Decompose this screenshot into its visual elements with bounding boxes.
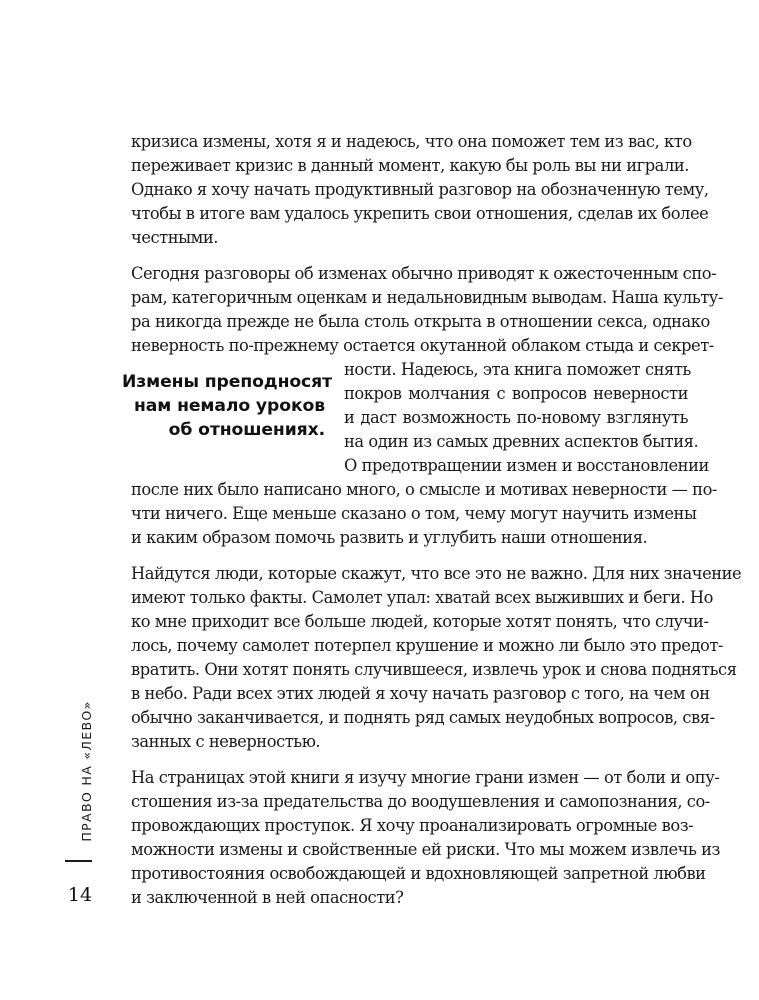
text-line: неверность по-прежнему остается окутанной облаком стыда и секрет- bbox=[131, 336, 714, 355]
text-line: чтобы в итоге вам удалось укрепить свои отношения, сделав их более bbox=[131, 204, 709, 223]
text-line: переживает кризис в данный момент, какую бы роль вы ни играли. bbox=[131, 156, 689, 175]
text-line: Найдутся люди, которые скажут, что все это не важно. Для них значение bbox=[131, 564, 742, 583]
text-line: покров молчания с вопросов неверности bbox=[344, 384, 688, 403]
text-line: и заключенной в ней опасности? bbox=[131, 888, 404, 907]
text-line: и каким образом помочь развить и углубить наши отношения. bbox=[131, 528, 648, 547]
text-line: противостояния освобождающей и вдохновляющей запретной любви bbox=[131, 864, 706, 883]
text-line: занных с неверностью. bbox=[131, 732, 321, 751]
text-line: рам, категоричным оценкам и недальновидным выводам. Наша культу- bbox=[131, 288, 723, 307]
text-line: честными. bbox=[131, 228, 218, 247]
text-line: в небо. Ради всех этих людей я хочу начать разговор с того, на чем он bbox=[131, 684, 710, 703]
text-line: имеют только факты. Самолет упал: хватай всех выживших и беги. Но bbox=[131, 588, 714, 607]
text-line: вратить. Они хотят понять случившееся, извлечь урок и снова подняться bbox=[131, 660, 737, 679]
text-line: провождающих проступок. Я хочу проанализировать огромные воз- bbox=[131, 816, 694, 835]
pull-quote bbox=[122, 370, 332, 442]
text-line: чти ничего. Еще меньше сказано о том, чему могут научить измены bbox=[131, 504, 697, 523]
text-line: О предотвращении измен и восстановлении bbox=[344, 456, 709, 475]
text-line: после них было написано много, о смысле и мотивах неверности — по- bbox=[131, 480, 717, 499]
text-line: Сегодня разговоры об изменах обычно приводят к ожесточенным спо- bbox=[131, 264, 717, 283]
pull-quote-line: нам немало уроков bbox=[133, 396, 325, 416]
text-line: можности измены и свойственные ей риски. Что мы можем извлечь из bbox=[131, 840, 720, 859]
text-line: На страницах этой книги я изучу многие грани измен — от боли и опу- bbox=[131, 768, 720, 787]
text-line: стошения из-за предательства до воодушевления и самопознания, со- bbox=[131, 792, 710, 811]
text-line: Однако я хочу начать продуктивный разговор на обозначенную тему, bbox=[131, 180, 709, 199]
pull-quote-line: Измены преподносят bbox=[122, 372, 332, 392]
text-line: кризиса измены, хотя я и надеюсь, что она поможет тем из вас, кто bbox=[131, 132, 692, 151]
running-head-text: ПРАВО НА «ЛЕВО» bbox=[79, 700, 94, 842]
pull-quote-line: об отношениях. bbox=[168, 420, 325, 440]
text-line: обычно заканчивается, и поднять ряд самых неудобных вопросов, свя- bbox=[131, 708, 715, 727]
text-line: на один из самых древних аспектов бытия. bbox=[344, 432, 699, 451]
text-line: ности. Надеюсь, эта книга поможет снять bbox=[344, 360, 691, 379]
running-head bbox=[80, 697, 94, 845]
text-line: и даст возможность по-новому взглянуть bbox=[344, 408, 688, 427]
page-number: 14 bbox=[67, 884, 93, 906]
folio-rule bbox=[65, 860, 92, 862]
text-line: ко мне приходит все больше людей, которые хотят понять, что случи- bbox=[131, 612, 709, 631]
text-line: ра никогда прежде не была столь открыта в отношении секса, однако bbox=[131, 312, 710, 331]
text-line: лось, почему самолет потерпел крушение и можно ли было это предот- bbox=[131, 636, 723, 655]
